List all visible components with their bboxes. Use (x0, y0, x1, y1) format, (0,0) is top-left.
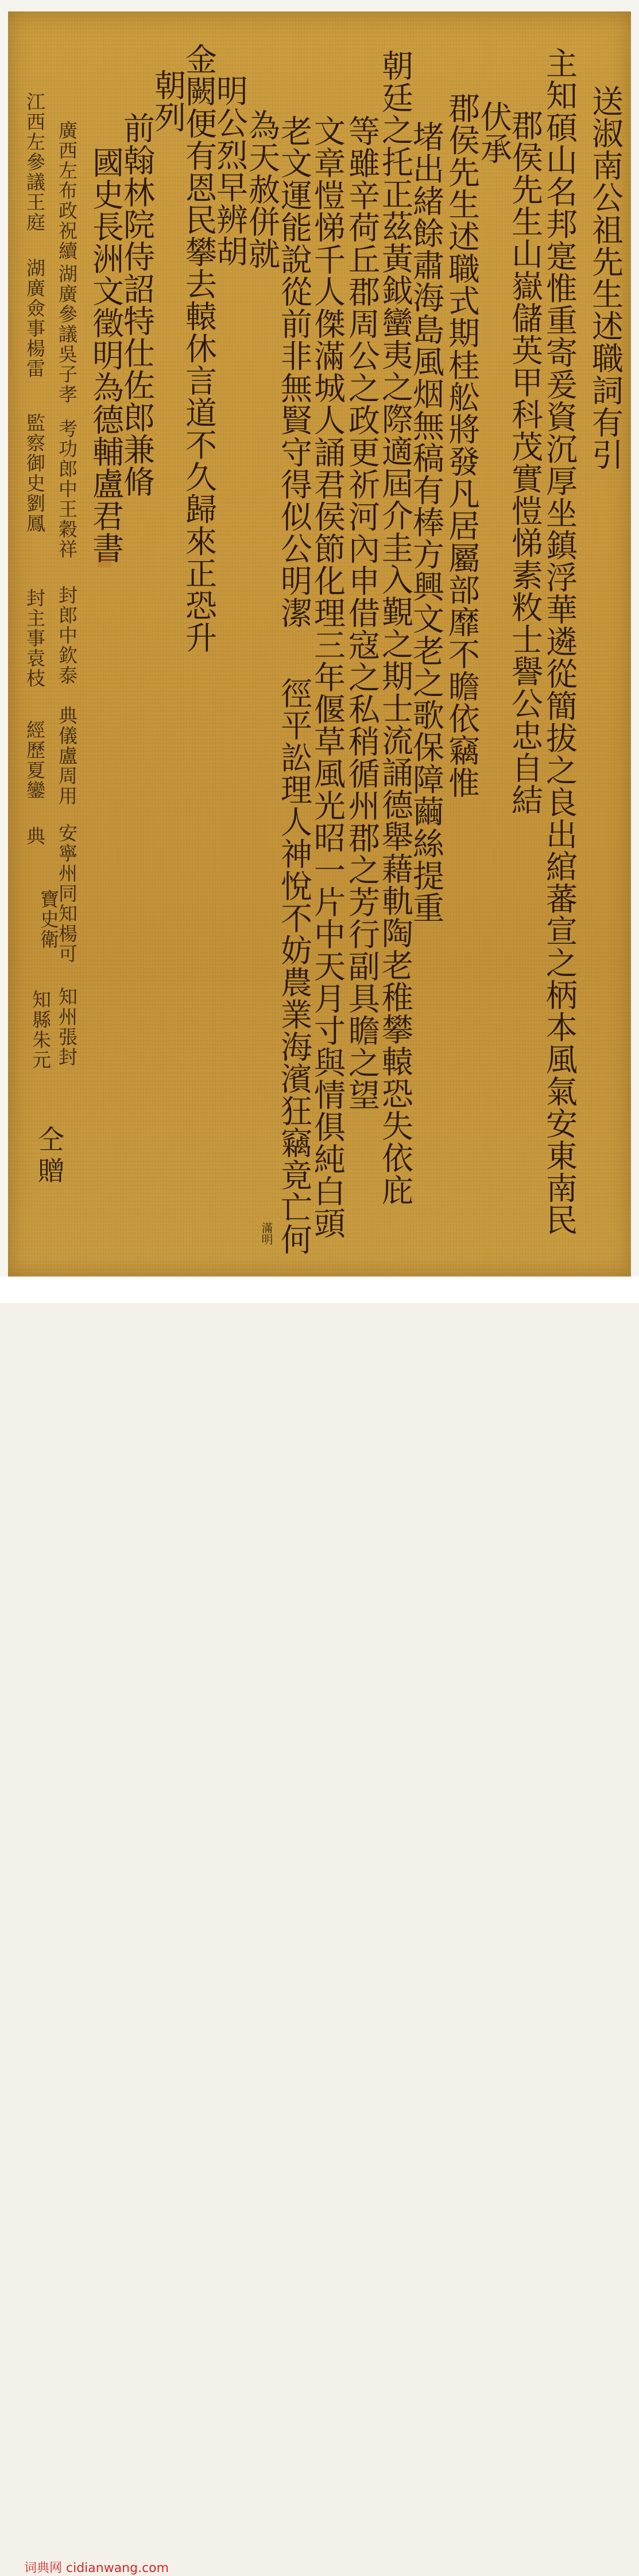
official-name: 經歷夏鑾 (24, 720, 46, 800)
official-name: 廣西左布政祝續 (56, 120, 78, 261)
text-column: 伏承 (475, 100, 512, 165)
official-name: 寶史衛 (37, 889, 60, 950)
corner-note: 滿明 (260, 1222, 273, 1245)
seal-mark (98, 554, 111, 567)
text-column: 明公烈早辨胡 (211, 75, 248, 267)
official-name: 典 (24, 826, 46, 846)
text-column: 金闕便有恩民攀去轅休言道不久歸來正恐升 (180, 43, 217, 653)
text-column: 堵出緒餘肅海島風烟無稿有棒方興文老之歌保障繭絲提重 (408, 120, 444, 924)
text-column: 文章愷悌千人傑滿城人誦君侯節化理三年偃草風光昭一片中天月寸與情俱純白頭 (309, 115, 346, 1239)
official-name: 湖廣僉事楊雷 (24, 258, 46, 379)
official-name: 封郎中欽泰 (56, 585, 78, 686)
text-column: 等雖辛荷丘郡周公之政更祈河內申借寇之私稍循州郡之芳行副具瞻之望 (343, 115, 380, 1111)
text-column: 老文運能說從前非無賢守得似公明潔 (276, 115, 312, 629)
text-column: 國史長洲文徵明為德輔盧君書 (87, 146, 124, 564)
official-name: 考功郎中王穀祥 (56, 419, 78, 559)
official-name: 知縣朱元 (29, 990, 52, 1070)
official-name: 典儀盧周用 (56, 706, 78, 806)
text-column: 前翰林院侍詔特仕佐郎兼脩 (118, 112, 155, 497)
signature-tong: 仝 (38, 1124, 64, 1155)
site-watermark[interactable]: 词典网 cidianwang.com (24, 2561, 169, 2575)
title-column: 送淑南公祖先生述職詞有引 (587, 85, 623, 470)
text-column: 朝廷之托正茲黃鉞蠻夷之際適屆介圭入覲之期士流誦德舉藉軌陶老稚攀轅恐失依庇 (377, 49, 413, 1206)
official-name: 江西左參議王庭 (24, 92, 46, 232)
text-column: 郡侯先生山嶽儲英甲科茂實愷悌素敉士譽公忠自結 (506, 109, 543, 816)
text-column: 郡侯先生述職式期桂舩將發凡居屬部靡不瞻依竊惟 (443, 92, 480, 799)
official-name: 湖廣參議吳子孝 (56, 264, 78, 404)
signature-zeng: 贈 (38, 1155, 64, 1186)
official-name: 封主事袁枝 (24, 588, 46, 688)
text-column: 為天赦併就 (243, 109, 280, 270)
text-column: 徑平訟理人神悅不妨農業海濱狂竊竟亡何 (276, 677, 312, 1255)
text-column: 主知碩山名邦寔惟重寄爰資沉厚坐鎮浮華遴從簡拔之良出綰蕃宣之柄本風氣安東南民 (541, 47, 578, 1236)
official-name: 安寧州同知楊可 (56, 823, 78, 964)
footer-bar (0, 1277, 639, 2575)
official-name: 監察御史劉鳳 (24, 413, 46, 534)
official-name: 知州張封 (56, 987, 78, 1067)
silk-panel (8, 11, 631, 1277)
text-column: 朝列 (149, 69, 186, 133)
